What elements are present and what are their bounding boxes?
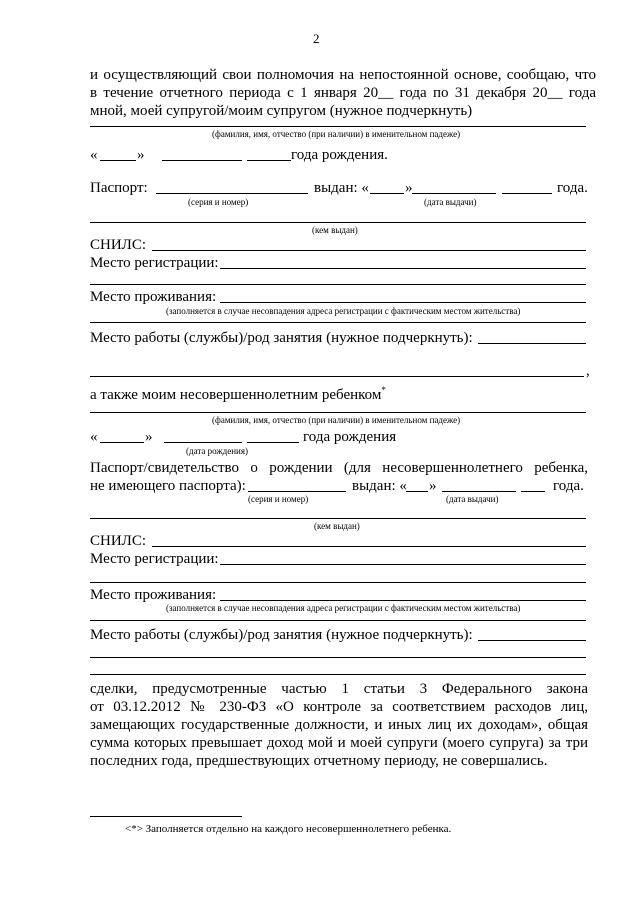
child-issue-year-field[interactable] bbox=[521, 491, 545, 492]
child-residence-field[interactable] bbox=[220, 600, 586, 601]
child-work-field-3[interactable] bbox=[90, 674, 586, 675]
spouse-issued-by-hint: (кем выдан) bbox=[312, 225, 358, 235]
spouse-work-field[interactable] bbox=[478, 343, 586, 344]
closing-line-1: сделки, предусмотренные частью 1 статьи 3 Федерального закона bbox=[90, 681, 588, 697]
spouse-issue-date-hint: (дата выдачи) bbox=[424, 197, 477, 207]
child-heading-text: а также моим несовершеннолетним ребенком bbox=[90, 387, 382, 403]
child-heading bbox=[90, 381, 386, 404]
spouse-issued-by-field[interactable] bbox=[90, 222, 586, 223]
spouse-issued-label: выдан: « bbox=[314, 180, 369, 196]
closing-line-3: замещающих государственные должности, и иных лиц их доходам», общая bbox=[90, 717, 588, 733]
closing-line-2: от 03.12.2012 № 230-ФЗ «О контроле за соответствием расходов лиц, bbox=[90, 699, 588, 715]
child-birth-year-field[interactable] bbox=[247, 442, 299, 443]
closing-line-5: последних года, предшествующих отчетному периоду, не совершались. bbox=[90, 753, 548, 769]
child-issue-date-hint: (дата выдачи) bbox=[446, 494, 499, 504]
child-residence-label: Место проживания: bbox=[90, 587, 217, 603]
child-issue-month-field[interactable] bbox=[442, 491, 516, 492]
child-work-field[interactable] bbox=[478, 640, 586, 641]
footnote-text: <*> Заполняется отдельно на каждого несовершеннолетнего ребенка. bbox=[125, 823, 452, 835]
spouse-snils-label: СНИЛС: bbox=[90, 237, 147, 253]
child-birth-date-hint: (дата рождения) bbox=[186, 446, 248, 456]
child-birth-month-field[interactable] bbox=[164, 442, 242, 443]
spouse-registration-field-2[interactable] bbox=[90, 284, 586, 285]
spouse-year-suffix: года. bbox=[557, 180, 588, 196]
spouse-residence-field-2[interactable] bbox=[90, 322, 586, 323]
child-residence-hint: (заполняется в случае несовпадения адреса регистрации с фактическим местом жительства) bbox=[166, 603, 521, 613]
child-passport-line-1: Паспорт/свидетельство о рождении (для несовершеннолетнего ребенка, bbox=[90, 460, 588, 476]
child-registration-label: Место регистрации: bbox=[90, 551, 219, 567]
spouse-passport-label: Паспорт: bbox=[90, 180, 148, 196]
spouse-birth-year-field[interactable] bbox=[247, 160, 291, 161]
child-footnote-mark: * bbox=[381, 385, 386, 395]
spouse-issue-year-field[interactable] bbox=[502, 193, 552, 194]
spouse-series-hint: (серия и номер) bbox=[188, 197, 249, 207]
child-issued-label: выдан: « bbox=[352, 478, 407, 494]
page-number: 2 bbox=[313, 31, 320, 46]
child-issued-quote-close: » bbox=[429, 478, 437, 494]
child-work-field-2[interactable] bbox=[90, 657, 586, 658]
spouse-issue-month-field[interactable] bbox=[412, 193, 496, 194]
child-issued-by-field[interactable] bbox=[90, 518, 586, 519]
child-passport-line-2: не имеющего паспорта): bbox=[90, 478, 246, 494]
spouse-residence-hint: (заполняется в случае несовпадения адреса регистрации с фактическим местом жительства) bbox=[166, 306, 521, 316]
child-birth-quote-open: « bbox=[90, 429, 98, 445]
footnote-separator bbox=[90, 816, 242, 817]
spouse-fio-field[interactable] bbox=[90, 126, 586, 127]
intro-line-3: мной, моей супругой/моим супругом (нужное подчеркнуть) bbox=[90, 103, 473, 119]
child-issue-day-field[interactable] bbox=[406, 491, 428, 492]
spouse-birth-quote-open: « bbox=[90, 147, 98, 163]
child-residence-field-2[interactable] bbox=[90, 620, 586, 621]
child-birth-suffix: года рождения bbox=[303, 429, 397, 445]
child-snils-field[interactable] bbox=[152, 546, 586, 547]
spouse-fio-hint: (фамилия, имя, отчество (при наличии) в именительном падеже) bbox=[212, 129, 461, 139]
intro-line-1: и осуществляющий свои полномочия на непостоянной основе, сообщаю, что bbox=[90, 67, 596, 83]
spouse-passport-series-field[interactable] bbox=[156, 193, 308, 194]
spouse-issued-quote-close: » bbox=[405, 180, 413, 196]
closing-line-4: сумма которых превышает доход мой и моей супруги (моего супруга) за три bbox=[90, 735, 588, 751]
child-birth-quote-close: » bbox=[145, 429, 153, 445]
child-issued-by-hint: (кем выдан) bbox=[314, 521, 360, 531]
child-birth-day-field[interactable] bbox=[100, 442, 144, 443]
spouse-birth-day-field[interactable] bbox=[100, 160, 136, 161]
child-fio-hint: (фамилия, имя, отчество (при наличии) в именительном падеже) bbox=[212, 415, 461, 425]
child-registration-field-2[interactable] bbox=[90, 582, 586, 583]
child-year-suffix: года. bbox=[553, 478, 584, 494]
child-work-label: Место работы (службы)/род занятия (нужное подчеркнуть): bbox=[90, 627, 473, 643]
spouse-work-comma: , bbox=[586, 363, 590, 379]
spouse-birth-quote-close: » bbox=[137, 147, 145, 163]
spouse-registration-label: Место регистрации: bbox=[90, 255, 219, 271]
child-snils-label: СНИЛС: bbox=[90, 533, 147, 549]
child-registration-field[interactable] bbox=[220, 564, 586, 565]
spouse-issue-day-field[interactable] bbox=[370, 193, 404, 194]
child-fio-field[interactable] bbox=[90, 412, 586, 413]
spouse-work-field-2[interactable] bbox=[90, 376, 584, 377]
spouse-work-label: Место работы (службы)/род занятия (нужное подчеркнуть): bbox=[90, 330, 473, 346]
intro-line-2: в течение отчетного периода с 1 января 20__ года по 31 декабря 20__ года bbox=[90, 85, 596, 101]
spouse-registration-field[interactable] bbox=[220, 268, 586, 269]
spouse-residence-label: Место проживания: bbox=[90, 289, 217, 305]
child-passport-series-field[interactable] bbox=[248, 491, 346, 492]
spouse-birth-suffix: года рождения. bbox=[291, 147, 388, 163]
spouse-snils-field[interactable] bbox=[152, 250, 586, 251]
spouse-birth-month-field[interactable] bbox=[162, 160, 242, 161]
child-series-hint: (серия и номер) bbox=[248, 494, 309, 504]
spouse-residence-field[interactable] bbox=[220, 302, 586, 303]
